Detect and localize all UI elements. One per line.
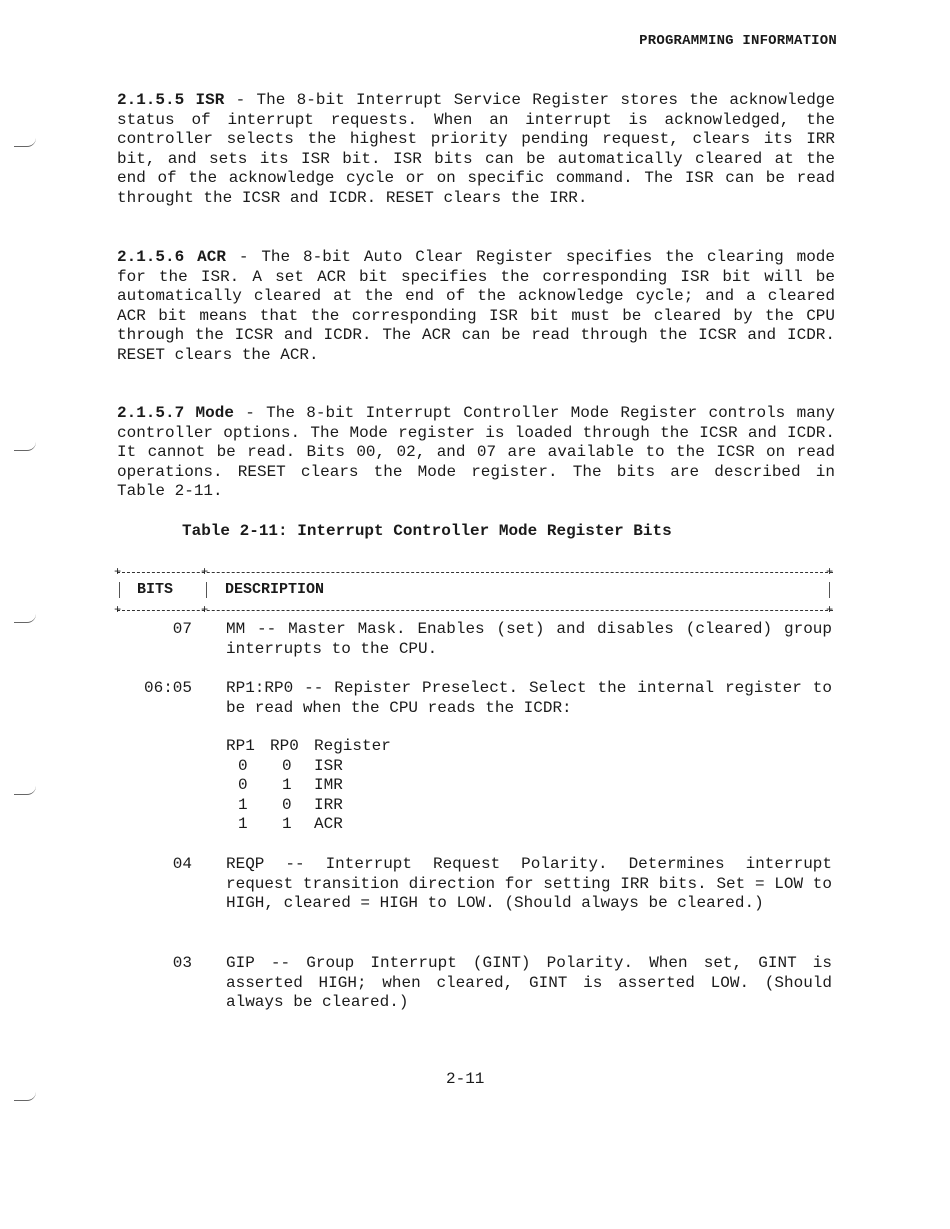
table-row-description: REQP -- Interrupt Request Polarity. Determines interrupt request transition direction for setting IRR bits. Set = LOW to HIGH, cleared = HIGH to LOW. (Should always be cleared.)	[226, 855, 832, 913]
section-body: - The 8-bit Interrupt Controller Mode Register controls many controller options. The Mode register is loaded through the ICSR and ICDR. It cannot be read. Bits 00, 02, and 07 are available to the ICSR on read operations. RESET clears the Mode register. The bits are described in Table 2-11.	[117, 404, 836, 501]
section-2-1-5-5-paragraph	[117, 91, 835, 209]
table-corner: +	[114, 603, 122, 617]
table-caption: Table 2-11: Interrupt Controller Mode Register Bits	[182, 522, 672, 540]
section-2-1-5-7-paragraph	[117, 404, 835, 502]
register-select-header: Register	[314, 737, 391, 755]
table-row-bits: 07	[172, 620, 192, 638]
register-select-table	[226, 737, 391, 835]
register-select-cell: IMR	[314, 776, 343, 795]
page-header-title: PROGRAMMING INFORMATION	[639, 33, 837, 49]
table-row-description: MM -- Master Mask. Enables (set) and disables (cleared) group interrupts to the CPU.	[226, 620, 832, 658]
register-select-cell: 1	[282, 815, 292, 834]
scan-margin-mark	[14, 1092, 36, 1101]
table-corner: +	[201, 565, 209, 579]
section-heading: 2.1.5.6 ACR	[117, 248, 226, 266]
section-2-1-5-6-paragraph	[117, 248, 835, 366]
register-select-cell: 1	[238, 795, 248, 814]
table-corner: +	[114, 565, 122, 579]
register-select-cell: 0	[238, 756, 248, 775]
section-heading: 2.1.5.7 Mode	[117, 404, 234, 422]
scan-margin-mark	[14, 138, 36, 147]
table-border	[206, 582, 207, 598]
table-corner: +	[826, 603, 834, 617]
register-select-cell: 0	[282, 756, 292, 775]
table-row-description: RP1:RP0 -- Repister Preselect. Select the internal register to be read when the CPU reads the ICDR:	[226, 679, 832, 717]
scan-margin-mark	[14, 614, 36, 623]
section-heading: 2.1.5.5 ISR	[117, 91, 225, 109]
table-corner: +	[201, 603, 209, 617]
table-corner: +	[826, 565, 834, 579]
table-row-description: GIP -- Group Interrupt (GINT) Polarity. When set, GINT is asserted HIGH; when cleared, GINT is asserted LOW. (Should always be cleared.)	[226, 954, 832, 1012]
register-select-cell: IRR	[314, 795, 343, 814]
table-header-rule	[117, 610, 833, 611]
register-select-cell: 1	[238, 815, 248, 834]
table-row-bits: 03	[172, 954, 192, 972]
register-select-header: RP0	[270, 737, 299, 755]
register-select-cell: 1	[282, 776, 292, 795]
table-row-bits: 04	[172, 855, 192, 873]
register-select-cell: ISR	[314, 756, 343, 775]
page-number: 2-11	[446, 1070, 485, 1088]
column-header-description: DESCRIPTION	[225, 581, 325, 598]
section-body: - The 8-bit Auto Clear Register specifies the clearing mode for the ISR. A set ACR bit specifies the corresponding ISR bit will be automatically cleared at the end of the acknowledge cycle; and a cleared ACR bit means that the corresponding ISR bit must be cleared by the CPU through the ICSR and ICDR. The ACR can be read through the ICSR and ICDR. RESET clears the ACR.	[117, 248, 835, 364]
scan-margin-mark	[14, 786, 36, 795]
table-border	[829, 582, 830, 598]
table-top-rule	[117, 572, 833, 573]
scan-margin-mark	[14, 442, 36, 451]
table-border	[119, 582, 120, 598]
column-header-bits: BITS	[137, 581, 174, 598]
register-select-header: RP1	[226, 737, 255, 755]
section-body: - The 8-bit Interrupt Service Register stores the acknowledge status of interrupt requests. When an interrupt is acknowledged, the controller selects the highest priority pending request, clears its IRR bit, and sets its ISR bit. ISR bits can be automatically cleared at the end of the acknowledge cycle or on specific command. The ISR can be read throught the ICSR and ICDR. RESET clears the IRR.	[117, 91, 835, 207]
register-select-cell: ACR	[314, 815, 343, 834]
register-select-cell: 0	[238, 776, 248, 795]
register-select-cell: 0	[282, 795, 292, 814]
table-row-bits: 06:05	[143, 679, 192, 697]
